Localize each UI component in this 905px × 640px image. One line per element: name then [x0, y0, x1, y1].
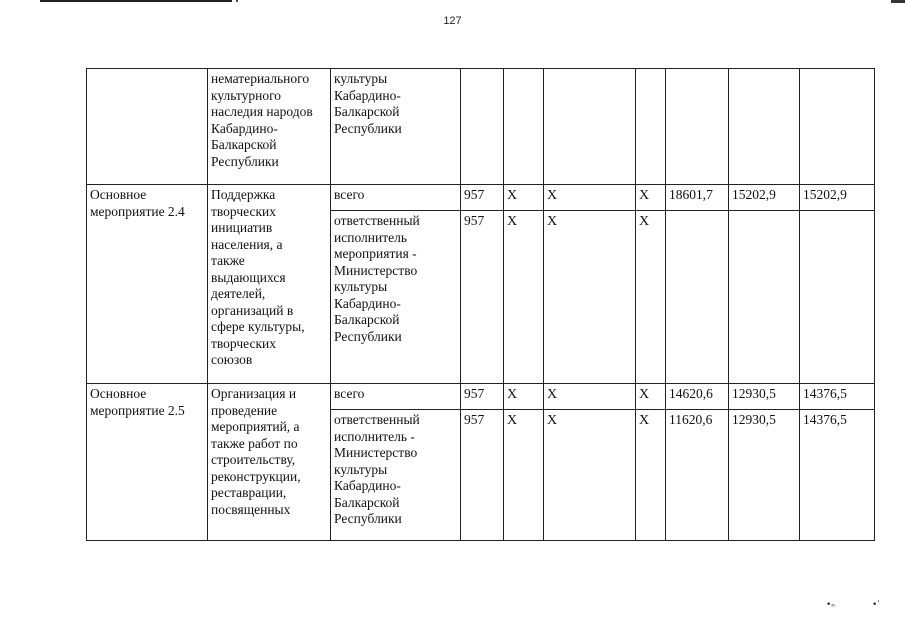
vr-cell: X	[636, 410, 666, 541]
rz-cell: X	[504, 211, 544, 384]
page-number: 127	[443, 15, 462, 27]
scan-speck: •ˈ	[872, 600, 880, 610]
pr-cell: X	[544, 384, 636, 410]
year3-cell: 14376,5	[800, 410, 875, 541]
year2-cell: 12930,5	[729, 384, 800, 410]
event-cell	[87, 69, 208, 185]
pr-cell: X	[544, 211, 636, 384]
year3-cell: 15202,9	[800, 185, 875, 211]
year1-cell: 14620,6	[666, 384, 729, 410]
event-cell: Основное мероприятие 2.4	[87, 185, 208, 384]
year2-cell	[729, 69, 800, 185]
table-row	[87, 384, 875, 410]
year3-cell	[800, 69, 875, 185]
grbs-cell: 957	[461, 211, 504, 384]
vr-cell: X	[636, 384, 666, 410]
year1-cell	[666, 211, 729, 384]
table-row	[87, 185, 875, 211]
event-name-cell: нематериального культурного наследия народов Кабардино- Балкарской Республики	[208, 69, 331, 185]
pr-cell: X	[544, 185, 636, 211]
event-name-cell: Поддержка творческих инициатив населения, а также выдающихся деятелей, организаций в сфере культуры, творческих союзов	[208, 185, 331, 384]
scan-speck: •ₙ	[826, 600, 835, 610]
table-row	[87, 69, 875, 185]
year1-cell: 11620,6	[666, 410, 729, 541]
grbs-cell: 957	[461, 185, 504, 211]
scan-corner-mark	[891, 0, 905, 3]
rz-cell: X	[504, 185, 544, 211]
rz-cell: X	[504, 410, 544, 541]
vr-cell: X	[636, 211, 666, 384]
pr-cell: X	[544, 410, 636, 541]
executor-cell: ответственный исполнитель мероприятия - Министерство культуры Кабардино- Балкарской Республики	[331, 211, 461, 384]
year1-cell	[666, 69, 729, 185]
scan-top-line	[40, 0, 232, 2]
pr-cell	[544, 69, 636, 185]
grbs-cell: 957	[461, 410, 504, 541]
program-events-table	[86, 68, 875, 541]
event-name-cell: Организация и проведение мероприятий, а также работ по строительству, реконструкции, реставрации, посвященных	[208, 384, 331, 541]
executor-cell: всего	[331, 384, 461, 410]
vr-cell: X	[636, 185, 666, 211]
year3-cell: 14376,5	[800, 384, 875, 410]
executor-cell: всего	[331, 185, 461, 211]
vr-cell	[636, 69, 666, 185]
year2-cell: 15202,9	[729, 185, 800, 211]
year2-cell: 12930,5	[729, 410, 800, 541]
grbs-cell	[461, 69, 504, 185]
grbs-cell: 957	[461, 384, 504, 410]
scan-top-line-tail	[236, 0, 238, 2]
executor-cell: ответственный исполнитель - Министерство культуры Кабардино- Балкарской Республики	[331, 410, 461, 541]
year1-cell: 18601,7	[666, 185, 729, 211]
year2-cell	[729, 211, 800, 384]
rz-cell	[504, 69, 544, 185]
rz-cell: X	[504, 384, 544, 410]
event-cell: Основное мероприятие 2.5	[87, 384, 208, 541]
executor-cell: культуры Кабардино- Балкарской Республики	[331, 69, 461, 185]
year3-cell	[800, 211, 875, 384]
